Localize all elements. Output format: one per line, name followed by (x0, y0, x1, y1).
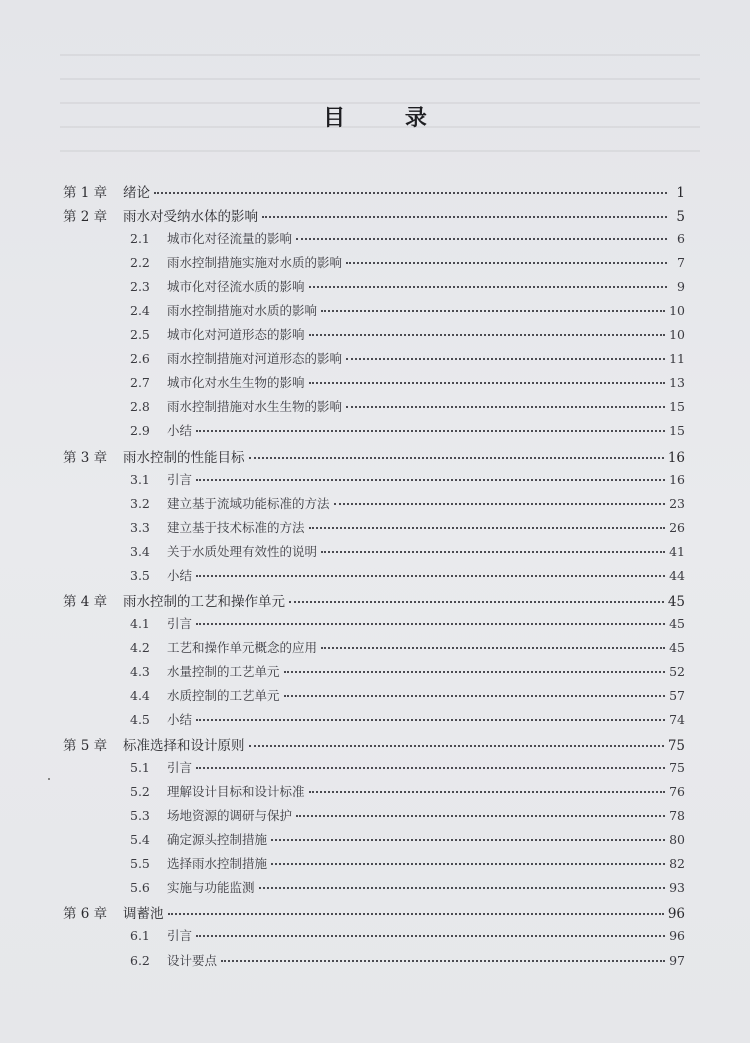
dot-leader (154, 192, 667, 194)
dot-leader (346, 262, 667, 264)
entry-page-number: 1 (676, 185, 685, 201)
dot-leader (221, 960, 665, 962)
entry-page-number: 97 (669, 952, 685, 968)
dot-leader (321, 647, 665, 649)
entry-title: 确定源头控制措施 (167, 832, 268, 848)
dot-leader (321, 551, 665, 553)
toc-section-entry (63, 686, 685, 710)
entry-number: 2.4 (130, 303, 150, 319)
dot-leader (309, 334, 666, 336)
entry-title: 实施与功能监测 (167, 880, 255, 896)
entry-title: 引言 (167, 615, 193, 631)
dot-leader (346, 358, 665, 360)
scan-speck (48, 778, 50, 780)
dot-leader (309, 527, 666, 529)
entry-page-number: 7 (677, 255, 685, 271)
toc-chapter-entry (63, 590, 685, 614)
entry-title: 雨水控制的工艺和操作单元 (123, 593, 285, 610)
entry-number: 4.1 (130, 615, 150, 631)
entry-title: 雨水控制措施对河道形态的影响 (167, 351, 343, 367)
entry-number: 3.4 (130, 543, 150, 559)
entry-title: 雨水控制措施对水质的影响 (167, 303, 318, 319)
entry-number: 5.4 (130, 832, 150, 848)
toc-section-entry (63, 470, 685, 494)
entry-number: 5.2 (130, 784, 150, 800)
entry-page-number: 75 (667, 738, 685, 755)
toc-section-entry (63, 758, 685, 782)
entry-number: 第 1 章 (63, 185, 108, 201)
entry-title: 雨水控制措施实施对水质的影响 (167, 255, 343, 271)
toc-section-entry (63, 349, 685, 373)
entry-number: 2.3 (130, 279, 150, 295)
entry-page-number: 6 (677, 231, 685, 247)
entry-title: 城市化对河道形态的影响 (167, 327, 305, 343)
toc-section-entry (63, 542, 685, 566)
entry-title: 引言 (167, 471, 193, 487)
entry-page-number: 16 (667, 449, 685, 466)
toc-section-entry (63, 325, 685, 349)
entry-number: 5.3 (130, 808, 150, 824)
toc-section-entry (63, 566, 685, 590)
toc-section-entry (63, 782, 685, 806)
dot-leader (284, 671, 666, 673)
dot-leader (346, 406, 665, 408)
toc-chapter-entry (63, 734, 685, 758)
entry-number: 3.2 (130, 495, 150, 511)
dot-leader (284, 695, 666, 697)
dot-leader (196, 935, 665, 937)
entry-page-number: 80 (669, 832, 685, 848)
dot-leader (309, 382, 666, 384)
toc-chapter-entry (63, 446, 685, 470)
entry-title: 引言 (167, 928, 193, 944)
entry-number: 第 6 章 (63, 906, 108, 923)
entry-page-number: 10 (669, 303, 685, 319)
dot-leader (196, 767, 665, 769)
entry-number: 4.5 (130, 712, 150, 728)
entry-title: 选择雨水控制措施 (167, 856, 268, 872)
entry-title: 水量控制的工艺单元 (167, 663, 280, 679)
entry-number: 5.6 (130, 880, 150, 896)
entry-number: 4.4 (130, 687, 150, 703)
entry-page-number: 16 (669, 471, 685, 487)
entry-title: 雨水控制措施对水生生物的影响 (167, 399, 343, 415)
dot-leader (296, 815, 665, 817)
toc-section-entry (63, 494, 685, 518)
dot-leader (271, 839, 665, 841)
entry-page-number: 26 (669, 519, 685, 535)
entry-title: 建立基于技术标准的方法 (167, 519, 305, 535)
entry-page-number: 93 (669, 880, 685, 896)
dot-leader (271, 863, 665, 865)
toc-section-entry (63, 926, 685, 950)
entry-title: 调蓄池 (123, 906, 164, 923)
entry-page-number: 75 (669, 760, 685, 776)
toc-section-entry (63, 878, 685, 902)
toc-section-entry (63, 277, 685, 301)
entry-number: 6.1 (130, 928, 150, 944)
dot-leader (309, 286, 667, 288)
entry-title: 小结 (167, 712, 193, 728)
page-title: 目 录 (323, 105, 453, 131)
entry-title: 绪论 (123, 185, 150, 201)
dot-leader (289, 601, 664, 603)
entry-page-number: 82 (669, 856, 685, 872)
entry-title: 城市化对径流水质的影响 (167, 279, 305, 295)
table-of-contents (63, 181, 685, 975)
entry-title: 雨水对受纳水体的影响 (123, 209, 258, 226)
dot-leader (262, 216, 667, 218)
toc-section-entry (63, 638, 685, 662)
toc-section-entry (63, 421, 685, 445)
toc-section-entry (63, 662, 685, 686)
entry-number: 第 3 章 (63, 449, 108, 466)
entry-page-number: 10 (669, 327, 685, 343)
toc-section-entry (63, 229, 685, 253)
entry-number: 3.5 (130, 567, 150, 583)
toc-chapter-entry (63, 181, 685, 205)
toc-section-entry (63, 710, 685, 734)
entry-number: 2.9 (130, 423, 150, 439)
entry-title: 工艺和操作单元概念的应用 (167, 639, 318, 655)
dot-leader (259, 887, 666, 889)
entry-page-number: 57 (669, 687, 685, 703)
entry-page-number: 5 (676, 209, 685, 226)
toc-section-entry (63, 614, 685, 638)
dot-leader (249, 745, 664, 747)
entry-number: 6.2 (130, 952, 150, 968)
dot-leader (196, 430, 665, 432)
toc-section-entry (63, 373, 685, 397)
entry-number: 2.8 (130, 399, 150, 415)
toc-chapter-entry (63, 205, 685, 229)
toc-section-entry (63, 518, 685, 542)
dot-leader (249, 457, 664, 459)
entry-title: 理解设计目标和设计标准 (167, 784, 305, 800)
entry-number: 4.2 (130, 639, 150, 655)
dot-leader (196, 479, 665, 481)
entry-title: 城市化对水生生物的影响 (167, 375, 305, 391)
entry-title: 场地资源的调研与保护 (167, 808, 293, 824)
toc-section-entry (63, 830, 685, 854)
entry-number: 2.2 (130, 255, 150, 271)
toc-section-entry (63, 397, 685, 421)
entry-number: 5.5 (130, 856, 150, 872)
entry-page-number: 78 (669, 808, 685, 824)
entry-number: 2.1 (130, 231, 150, 247)
entry-page-number: 76 (669, 784, 685, 800)
entry-page-number: 96 (669, 928, 685, 944)
entry-title: 设计要点 (167, 952, 218, 968)
dot-leader (196, 623, 665, 625)
entry-page-number: 15 (669, 399, 685, 415)
toc-section-entry (63, 806, 685, 830)
entry-page-number: 23 (669, 495, 685, 511)
entry-title: 建立基于流域功能标准的方法 (167, 495, 330, 511)
entry-number: 第 2 章 (63, 209, 108, 226)
entry-title: 关于水质处理有效性的说明 (167, 543, 318, 559)
dot-leader (196, 575, 665, 577)
entry-title: 小结 (167, 423, 193, 439)
entry-number: 第 5 章 (63, 738, 108, 755)
toc-section-entry (63, 301, 685, 325)
entry-page-number: 45 (669, 639, 685, 655)
entry-page-number: 74 (669, 712, 685, 728)
dot-leader (321, 310, 665, 312)
entry-number: 2.7 (130, 375, 150, 391)
entry-number: 第 4 章 (63, 593, 108, 610)
dot-leader (168, 913, 664, 915)
entry-title: 小结 (167, 567, 193, 583)
toc-section-entry (63, 253, 685, 277)
entry-number: 3.3 (130, 519, 150, 535)
entry-page-number: 96 (667, 906, 685, 923)
entry-number: 5.1 (130, 760, 150, 776)
entry-title: 城市化对径流量的影响 (167, 231, 293, 247)
dot-leader (309, 791, 666, 793)
dot-leader (296, 238, 667, 240)
toc-section-entry (63, 854, 685, 878)
entry-number: 2.6 (130, 351, 150, 367)
entry-page-number: 11 (669, 351, 685, 367)
entry-page-number: 9 (677, 279, 685, 295)
entry-title: 雨水控制的性能目标 (123, 449, 245, 466)
entry-title: 引言 (167, 760, 193, 776)
entry-title: 标准选择和设计原则 (123, 738, 245, 755)
entry-number: 2.5 (130, 327, 150, 343)
entry-number: 4.3 (130, 663, 150, 679)
entry-page-number: 13 (669, 375, 685, 391)
entry-page-number: 45 (667, 593, 685, 610)
entry-page-number: 44 (669, 567, 685, 583)
entry-page-number: 45 (669, 615, 685, 631)
entry-page-number: 15 (669, 423, 685, 439)
entry-number: 3.1 (130, 471, 150, 487)
dot-leader (334, 503, 666, 505)
entry-title: 水质控制的工艺单元 (167, 687, 280, 703)
entry-page-number: 52 (669, 663, 685, 679)
dot-leader (196, 719, 665, 721)
toc-chapter-entry (63, 902, 685, 926)
toc-section-entry (63, 951, 685, 975)
entry-page-number: 41 (669, 543, 685, 559)
